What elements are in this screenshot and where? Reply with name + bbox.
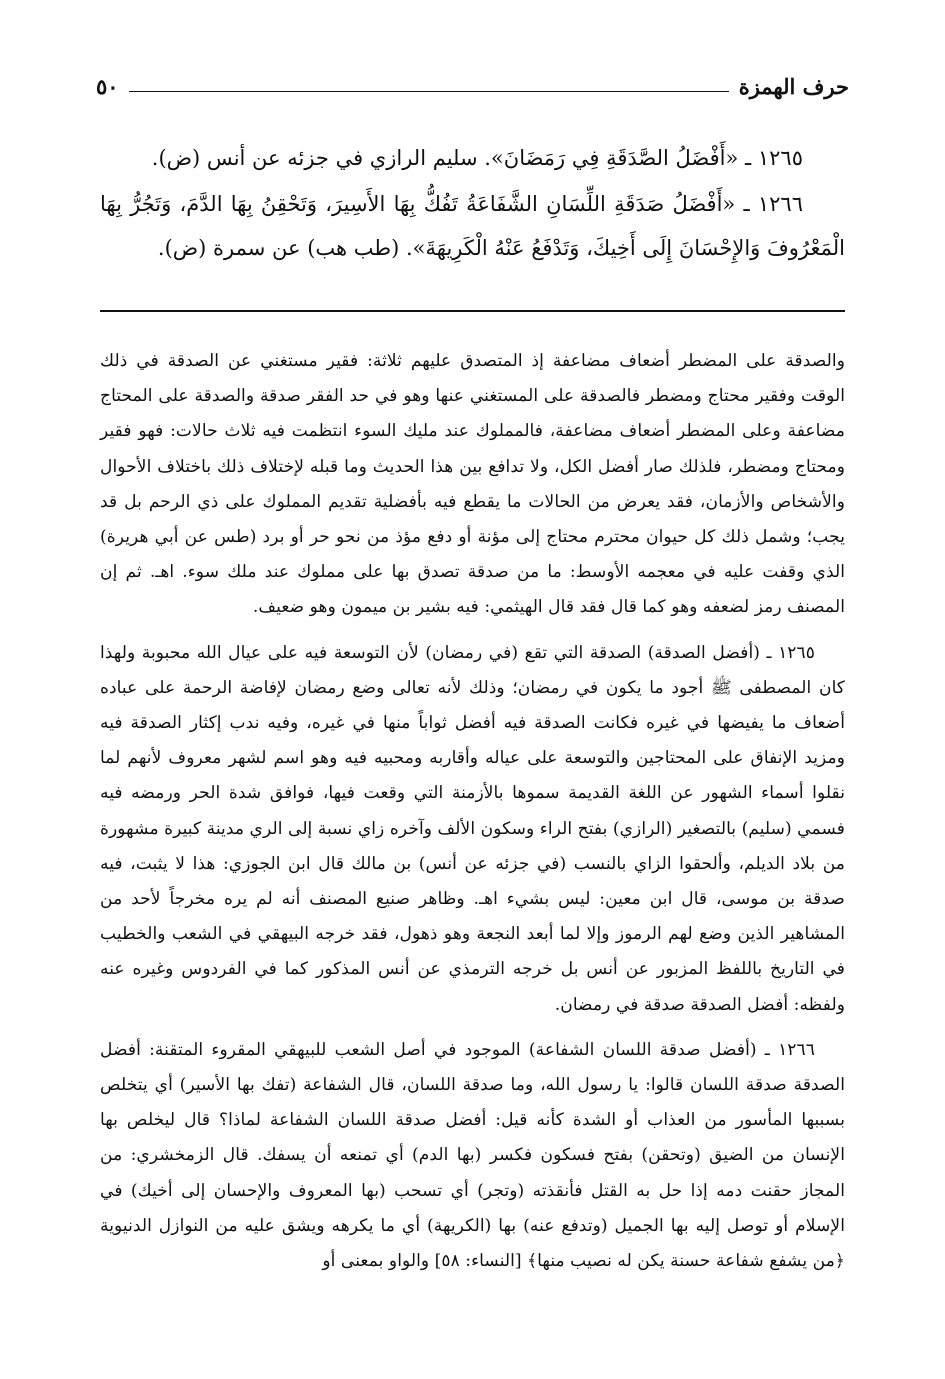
hadith-text-block xyxy=(100,136,845,272)
page-number: ٥٠ xyxy=(96,74,119,99)
page-header xyxy=(96,74,849,99)
hadith-1266: ١٢٦٦ ـ «أَفْضَلُ صَدَقَةِ اللِّسَانِ الشَّفَاعَةُ تَفُكُّ بِهَا الأَسِيرَ، وَتَحْقِنُ بِهَا الدَّمَ، وَتَجُرُّ بِهَا الْمَعْرُوفَ وَالإِحْسَانَ إِلَى أَخِيكَ، وَتَدْفَعُ عَنْهُ الْكَرِيهَةَ». (طب هب) عن سمرة (ض). xyxy=(100,192,845,260)
header-rule xyxy=(129,91,729,92)
commentary-block xyxy=(100,344,845,1289)
hadith-1265: ١٢٦٥ ـ «أَفْضَلُ الصَّدَقَةِ فِي رَمَضَانَ». سليم الرازي في جزئه عن أنس (ض). xyxy=(151,146,803,170)
commentary-paragraph-1266: ١٢٦٦ ـ (أفضل صدقة اللسان الشفاعة) الموجود في أصل الشعب للبيهقي المقروء المتقنة: أفضل الصدقة صدقة اللسان قالوا: يا رسول الله، وما صدقة اللسان، قال الشفاعة (تفك بها الأسير) أي يتخلص بسببها المأسور من العذاب أو الشدة كأنه قيل: أفضل صدقة اللسان الشفاعة لماذا؟ قال ليخلص بها الإنسان من الضيق (وتحقن) بفتح فسكون فكسر (بها الدم) أي تمنعه أن يسفك. قال الزمخشري: من المجاز حقنت دمه إذا حل به القتل فأنقذته (وتجر) أي تسحب (بها المعروف والإحسان إلى أخيك) في الإسلام أو توصل إليه بها الجميل (وتدفع عنه) بها (الكريهة) أي ما يكرهه ويشق عليه من النوازل الدنيوية ﴿من يشفع شفاعة حسنة يكن له نصيب منها﴾ [النساء: ٥٨] والواو بمعنى أو xyxy=(100,1039,845,1272)
commentary-paragraph-1265: ١٢٦٥ ـ (أفضل الصدقة) الصدقة التي تقع (في رمضان) لأن التوسعة فيه على عيال الله محبوبة ولهذا كان المصطفى ﷺ أجود ما يكون في رمضان؛ وذلك لأنه تعالى وضع رمضان لإفاضة الرحمة على عباده أضعاف ما يفيضها في غيره فكانت الصدقة فيه أفضل ثواباً منها في غيره، وفيه ندب إكثار الصدقة فيه ومزيد الإنفاق على المحتاجين والتوسعة على عياله وأقاربه ومحبيه فيه وهو اسم لشهر معروف لأنهم لما نقلوا أسماء الشهور عن اللغة القديمة سموها بالأزمنة التي وقعت فيها، فوافق شدة الحر ورمضه فيه فسمي (سليم) بالتصغير (الرازي) بفتح الراء وسكون الألف وآخره زاي نسبة إلى الري مدينة كبيرة مشهورة من بلاد الديلم، وألحقوا الزاي بالنسب (في جزئه عن أنس) بن مالك قال ابن الجوزي: هذا لا يثبت، فيه صدقة بن موسى، قال ابن معين: ليس بشيء اهـ. وظاهر صنيع المصنف أنه لم يره مخرجاً لأحد من المشاهير الذين وضع لهم الرموز وإلا لما أبعد النجعة وهو ذهول، فقد خرجه البيهقي في الشعب والخطيب في التاريخ باللفظ المزبور عن أنس بل خرجه الترمذي عن أنس المذكور كما في الفردوس وغيره عنه ولفظه: أفضل الصدقة صدقة في رمضان. xyxy=(100,642,845,1015)
chapter-title: حرف الهمزة xyxy=(738,74,849,99)
commentary-paragraph-continued: والصدقة على المضطر أضعاف مضاعفة إذ المتصدق عليهم ثلاثة: فقير مستغني عن الصدقة في ذلك الوقت وفقير محتاج ومضطر فالصدقة على المستغني عنها وهو في حد الفقر صدقة والصدقة على المحتاج مضاعفة وعلى المضطر أضعاف مضاعفة، فالمملوك عند مليك السوء انتظمت فيه ثلاث حالات: فهو فقير ومحتاج ومضطر، فلذلك صار أفضل الكل، ولا تدافع بين هذا الحديث وما قبله لإختلاف ذلك باختلاف الأحوال والأشخاص والأزمان، فقد يعرض من الحالات ما يقطع فيه بأفضلية تقديم المملوك على ذي الرحم بل قد يجب؛ وشمل ذلك كل حيوان محترم محتاج إلى مؤنة أو دفع مؤذ من نحو حر أو برد (طس عن أبي هريرة) الذي وقفت عليه في معجمه الأوسط: ما من صدقة تصدق بها على مملوك عند ملك سوء. اهـ. ثم إن المصنف رمز لضعفه وهو كما قال فقد قال الهيثمي: فيه بشير بن ميمون وهو ضعيف. xyxy=(100,351,845,618)
section-divider xyxy=(100,310,845,312)
